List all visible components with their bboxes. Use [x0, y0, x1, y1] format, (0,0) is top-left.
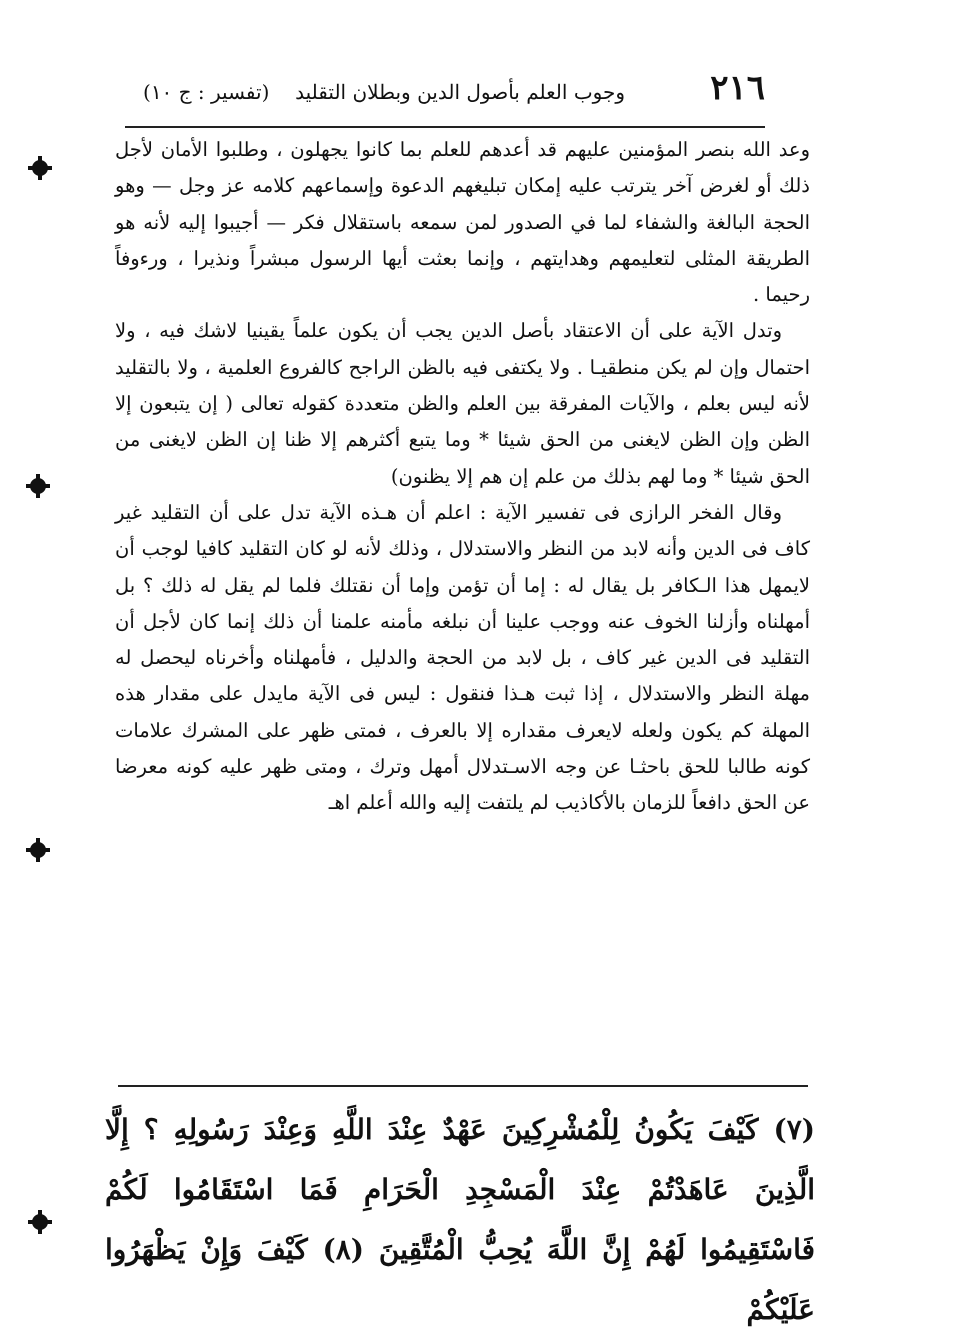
margin-mark-icon: [30, 478, 46, 494]
margin-mark-icon: [32, 160, 48, 176]
running-title: وجوب العلم بأصول الدين وبطلان التقليد: [295, 80, 625, 104]
tafsir-reference: (تفسير : ج ١٠): [143, 80, 270, 104]
quran-verse-block: [105, 1100, 815, 1340]
page-number: ٢١٦: [710, 68, 765, 108]
paragraph: وقال الفخر الرازى فى تفسير الآية : اعلم أن هـذه الآية تدل على أن التقليد غير كاف فى الدين وأنه لابد من النظر والاستدلال ، وذلك لأنه لو كان التقليد كافيا لوجب أن لايمهل هذا الـكافر بل يقال له : إما أن تؤمن وإما أن نقتلك فلما لم يقل له ذلك ؟ بل أمهلناه وأزلنا الخوف عنه ووجب علينا أن نبلغه مأمنه علمنا أن ذلك إنما كان لأجل أن التقليد فى الدين غير كاف ، بل لابد من الحجة والدليل ، فأمهلناه وأخرناه ليحصل له مهلة النظر والاستدلال ، إذا ثبت هـذا فنقول : ليس فى الآية مايدل على مقدار هذه المهلة كم يكون ولعله لايعرف مقداره إلا بالعرف ، فمتى ظهر على المشرك علامات كونه طالبا للحق باحثـا عن وجه الاسـتدلال أمهل وترك ، ومتى ظهر عليه كونه معرضا عن الحق دافعاً للزمان بالأكاذيب لم يلتفت إليه والله أعلم اهـ: [115, 500, 810, 815]
paragraph: وتدل الآية على أن الاعتقاد بأصل الدين يجب أن يكون علماً يقينيا لاشك فيه ، ولا احتمال وإن لم يكن منطقيـا . ولا يكتفى فيه بالظن الراجح كالفروع العلمية ، ولا بالتقليد لأنه ليس بعلم ، والآيات المفرقة بين العلم والظن متعددة كقوله تعالى ( إن يتبعون إلا الظن وإن الظن لايغنى من الحق شيئا * وما يتبع أكثرهم إلا ظنا إن الظن لايغنى من الحق شيئا * وما لهم بذلك من علم إن هم إلا يظنون): [115, 319, 810, 488]
quran-verse-text: (٧) كَيْفَ يَكُونُ لِلْمُشْرِكِينَ عَهْدٌ عِنْدَ اللَّهِ وَعِنْدَ رَسُولِهِ ؟ إِلَّا الَّذِينَ عَاهَدْتُمْ عِنْدَ الْمَسْجِدِ الْحَرَامِ فَمَا اسْتَقَامُوا لَكُمْ فَاسْتَقِيمُوا لَهُمْ إِنَّ اللَّهَ يُحِبُّ الْمُتَّقِينَ (٨) كَيْفَ وَإِنْ يَظْهَرُوا عَلَيْكُمْ: [105, 1113, 816, 1326]
margin-mark-icon: [30, 842, 46, 858]
paragraph: وعد الله بنصر المؤمنين عليهم قد أعدهم للعلم بما كانوا يجهلون ، وطلبوا الأمان لأجل ذلك أو لغرض آخر يترتب عليه إمكان تبليغهم الدعوة وإسماعهم كلامه عز وجل — وهو الحجة البالغة والشفاء لما في الصدور لمن سمعه باستقلال فكر — أجيبوا إليه لأنه هو الطريقة المثلى لتعليمهم وهدايتهم ، وإنما بعثت أيها الرسول مبشراً ونذيرا ، ورءوفاً رحيما .: [115, 138, 810, 307]
commentary-text: [115, 132, 810, 822]
section-divider: [118, 1085, 808, 1087]
page-header: [125, 66, 765, 128]
margin-mark-icon: [32, 1214, 48, 1230]
